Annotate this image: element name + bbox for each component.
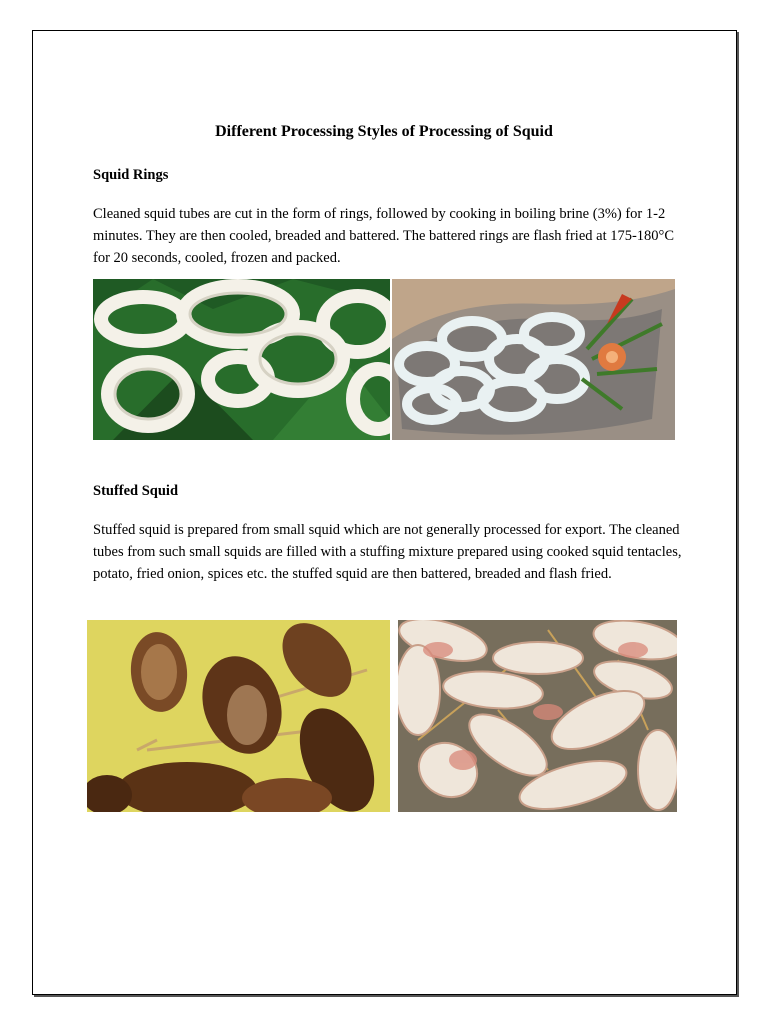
section-paragraph-stuffed-squid: Stuffed squid is prepared from small squid which are not generally processed for export. The cleaned tubes from such small squids are filled with a stuffing mixture prepared using cooked squid tentacles, potato, fried onion, spices etc. the stuffed squid are then battered, breaded and flash fried. (93, 522, 682, 582)
section-heading-stuffed-squid: Stuffed Squid (93, 483, 179, 499)
section-heading-squid-rings: Squid Rings (93, 167, 169, 183)
grilled-stuffed-squid-photo (87, 620, 390, 812)
section-paragraph-squid-rings: Cleaned squid tubes are cut in the form of rings, followed by cooking in boiling brine (3%) for 1-2 minutes. They are then cooled, breaded and battered. The battered rings are flash fried at 175-180°C for 20 seconds, cooled, frozen and packed. (93, 206, 675, 266)
squid-rings-on-plate-photo (392, 279, 675, 440)
document-title: Different Processing Styles of Processing of Squid (215, 123, 553, 140)
squid-rings-on-leaves-photo (93, 279, 390, 440)
raw-stuffed-squid-photo (398, 620, 677, 812)
